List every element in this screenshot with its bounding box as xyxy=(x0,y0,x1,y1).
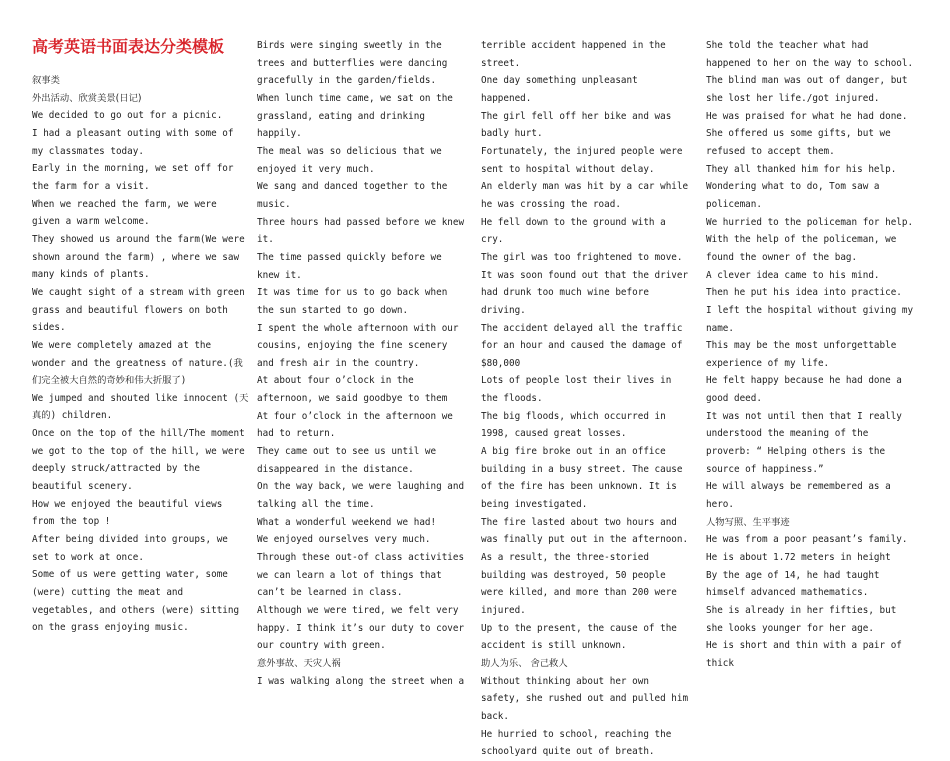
text-line: I had a pleasant outing with some of my classmates today. xyxy=(32,127,234,157)
text-line: He felt happy because he had done a good deed. xyxy=(706,375,902,405)
text-line: He will always be remembered as a hero. xyxy=(706,481,891,511)
text-line: A big fire broke out in an office building in a busy street. The cause of the fire has been unknown. It is being investigated. xyxy=(481,446,683,511)
text-line: After being divided into groups, we set to work at once. xyxy=(32,534,228,563)
text-line: I was walking along the street when a xyxy=(257,675,465,687)
text-line: On the way back, we were laughing and talking all the time. xyxy=(257,481,465,511)
text-line: They came out to see us until we disappeared in the distance. xyxy=(257,446,437,475)
text-line: Some of us were getting water, some (were) cutting the meat and vegetables, and others (were) sitting on the grass enjoying music. xyxy=(32,569,240,634)
text-line: terrible accident happened in the street. xyxy=(481,40,666,69)
text-line: Without thinking about her own safety, she rushed out and pulled him back. xyxy=(481,675,689,722)
text-line: As a result, the three-storied building was destroyed, 50 people were killed, and more than 200 were injured. xyxy=(481,552,677,616)
text-line: We decided to go out for a picnic. xyxy=(32,110,223,122)
text-line: He is short and thin with a pair of thick xyxy=(706,640,902,669)
text-line: She offered us some gifts, but we refused to accept them. xyxy=(706,128,891,157)
text-line: Through these out-of class activities we can learn a lot of things that can’t be learned in class. xyxy=(257,552,465,599)
document-title: 高考英语书面表达分类模板 xyxy=(32,37,225,56)
text-line: At four o’clock in the afternoon we had to return. xyxy=(257,410,453,440)
column-2-lines xyxy=(257,37,469,690)
text-line: The time passed quickly before we knew it. xyxy=(257,251,442,281)
text-line: I left the hospital without giving my name. xyxy=(706,304,914,334)
text-line: With the help of the policeman, we found the owner of the bag. xyxy=(706,234,897,263)
text-line: He was praised for what he had done. xyxy=(706,110,908,122)
text-line: He was from a poor peasant’s family. xyxy=(706,534,908,546)
text-line: Up to the present, the cause of the accident is still unknown. xyxy=(481,622,677,652)
text-line: Then he put his idea into practice. xyxy=(706,287,902,299)
text-line: It was time for us to go back when the sun started to go down. xyxy=(257,287,448,316)
text-line: They showed us around the farm(We were shown around the farm) , where we saw many kinds of plants. xyxy=(32,233,245,281)
text-line: When we reached the farm, we were given a warm welcome. xyxy=(32,198,217,228)
column-4-lines xyxy=(706,37,918,673)
text-line: The big floods, which occurred in 1998, caused great losses. xyxy=(481,410,666,440)
text-line: He fell down to the ground with a cry. xyxy=(481,216,666,246)
text-line: At about four o’clock in the afternoon, we said goodbye to them xyxy=(257,375,448,405)
text-line: The accident delayed all the traffic for an hour and caused the damage of $80,000 xyxy=(481,322,683,369)
column-2 xyxy=(257,37,469,690)
text-line: 意外事故、天灾人祸 xyxy=(257,657,341,669)
column-3-lines xyxy=(481,37,693,761)
text-line: It was not until then that I really understood the meaning of the proverb: “ Helping others is the source of happiness.” xyxy=(706,410,902,475)
text-line: 外出活动、欣赏美景(日记) xyxy=(32,92,142,104)
text-line: Three hours had passed before we knew it. xyxy=(257,216,465,246)
text-line: The meal was so delicious that we enjoyed it very much. xyxy=(257,145,442,175)
column-1-lines xyxy=(32,72,250,637)
column-4 xyxy=(706,37,918,673)
text-line: We were completely amazed at the wonder and the greatness of nature.(我们完全被大自然的奇妙和伟大折服了) xyxy=(32,339,243,387)
text-line: She is already in her fifties, but she looks younger for her age. xyxy=(706,605,897,634)
text-line: We sang and danced together to the music. xyxy=(257,181,448,210)
text-line: The fire lasted about two hours and was finally put out in the afternoon. xyxy=(481,516,689,546)
column-1 xyxy=(32,37,250,637)
text-line: They all thanked him for his help. xyxy=(706,163,897,175)
text-line: The blind man was out of danger, but she lost her life./got injured. xyxy=(706,75,908,104)
text-line: Lots of people lost their lives in the floods. xyxy=(481,375,672,405)
text-line: Although we were tired, we felt very happy. I think it’s our duty to cover our country with green. xyxy=(257,605,465,652)
text-line: She told the teacher what had happened to her on the way to school. xyxy=(706,40,914,69)
text-line: We jumped and shouted like innocent (天真的) children. xyxy=(32,392,249,422)
text-line: What a wonderful weekend we had! xyxy=(257,516,437,528)
text-line: 叙事类 xyxy=(32,75,60,86)
text-line: The girl fell off her bike and was badly hurt. xyxy=(481,110,672,140)
text-line: An elderly man was hit by a car while he was crossing the road. xyxy=(481,181,689,210)
text-line: It was soon found out that the driver had drunk too much wine before driving. xyxy=(481,269,689,316)
text-line: We enjoyed ourselves very much. xyxy=(257,534,431,546)
text-line: This may be the most unforgettable experience of my life. xyxy=(706,340,897,369)
text-line: When lunch time came, we sat on the grassland, eating and drinking happily. xyxy=(257,92,453,140)
text-line: Birds were singing sweetly in the trees and butterflies were dancing gracefully in the garden/fields. xyxy=(257,40,448,87)
column-3 xyxy=(481,37,693,761)
text-line: The girl was too frightened to move. xyxy=(481,251,683,263)
text-line: By the age of 14, he had taught himself advanced mathematics. xyxy=(706,569,880,599)
text-line: 助人为乐、 舍己救人 xyxy=(481,657,568,669)
text-line: One day something unpleasant happened. xyxy=(481,75,638,104)
text-line: Early in the morning, we set off for the farm for a visit. xyxy=(32,163,234,192)
text-line: Wondering what to do, Tom saw a policeman. xyxy=(706,181,880,210)
text-line: We hurried to the policeman for help. xyxy=(706,216,914,228)
text-line: We caught sight of a stream with green grass and beautiful flowers on both sides. xyxy=(32,286,245,334)
text-line: How we enjoyed the beautiful views from the top ! xyxy=(32,498,223,528)
text-line: He is about 1.72 meters in height xyxy=(706,552,891,564)
text-line: A clever idea came to his mind. xyxy=(706,269,880,281)
text-line: 人物写照、生平事迹 xyxy=(706,516,790,528)
text-line: Once on the top of the hill/The moment we got to the top of the hill, we were deeply struck/attracted by the beautiful scenery. xyxy=(32,428,245,493)
text-line: I spent the whole afternoon with our cousins, enjoying the fine scenery and fresh air in the country. xyxy=(257,322,459,369)
text-line: He hurried to school, reaching the schoolyard quite out of breath. xyxy=(481,728,672,758)
text-line: Fortunately, the injured people were sent to hospital without delay. xyxy=(481,145,683,175)
